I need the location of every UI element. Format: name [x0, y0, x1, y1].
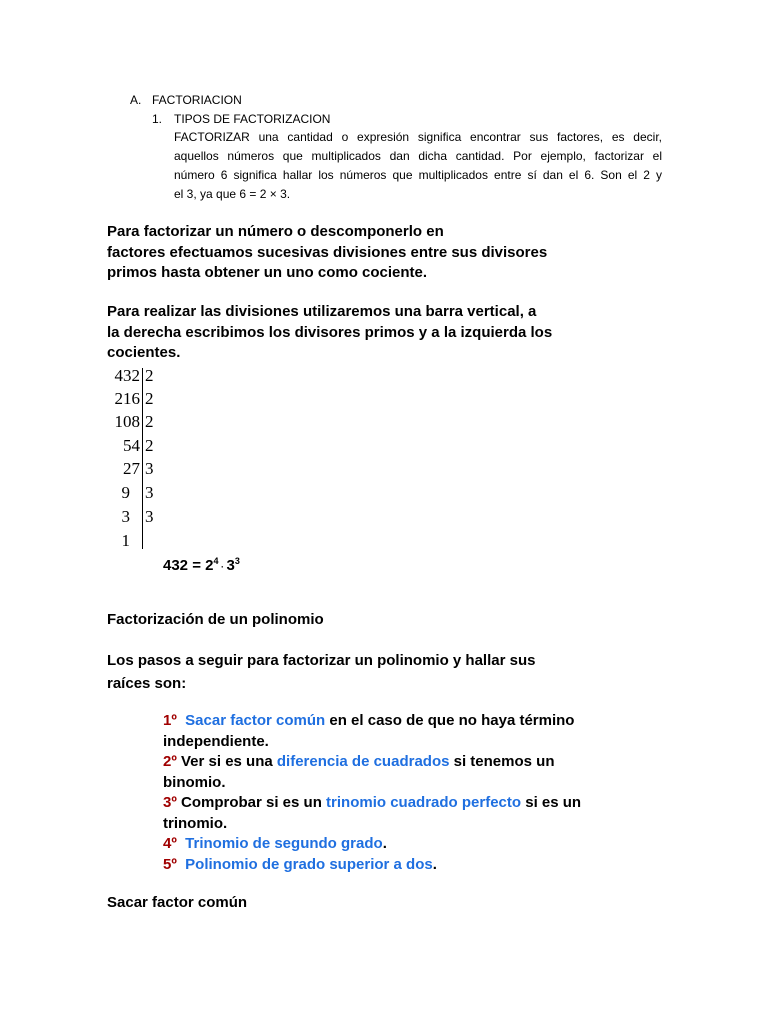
footer-heading: Sacar factor común — [107, 894, 248, 911]
division-bar — [142, 368, 143, 549]
intro-line: primos hasta obtener un uno como cociente. — [107, 264, 428, 281]
intro-line: la derecha escribimos los divisores primos y a la izquierda los — [107, 323, 553, 341]
divisor: 2 — [145, 436, 154, 455]
divisor: 2 — [145, 366, 154, 385]
definition-paragraph — [174, 128, 662, 204]
step-text: . — [382, 835, 387, 852]
divisor: 2 — [145, 412, 154, 431]
quotient: 3 — [121, 507, 130, 526]
link-diferencia-de-cuadrados[interactable]: diferencia de cuadrados — [276, 753, 450, 770]
steps-intro-line: raíces son: — [107, 675, 187, 692]
quotient: 27 — [123, 459, 140, 478]
steps-intro-line: Los pasos a seguir para factorizar un polinomio y hallar sus — [107, 652, 536, 669]
step-1-continued: independiente. — [163, 732, 269, 750]
step-text: . — [432, 855, 437, 873]
quotient: 216 — [114, 389, 140, 408]
link-sacar-factor-comun[interactable]: Sacar factor común — [185, 712, 326, 729]
steps-list — [163, 711, 581, 875]
step-3-continued: trinomio. — [163, 814, 228, 832]
item-marker: 1. — [152, 112, 163, 126]
step-text: si tenemos un — [449, 753, 555, 770]
link-trinomio-de-segundo-grado[interactable]: Trinomio de segundo grado — [185, 835, 383, 852]
item-title: TIPOS DE FACTORIZACION — [174, 112, 331, 126]
step-number: 3º — [163, 794, 177, 811]
link-trinomio-cuadrado-perfecto[interactable]: trinomio cuadrado perfecto — [326, 794, 522, 811]
link-polinomio-de-grado-superior[interactable]: Polinomio de grado superior a dos — [185, 855, 433, 873]
result-dot: · — [218, 562, 227, 572]
intro-line: Para factorizar un número o descomponerlo en — [107, 223, 444, 240]
polynomial-heading: Factorización de un polinomio — [107, 611, 324, 628]
section-title: FACTORIACION — [152, 93, 242, 107]
definition-line: FACTORIZAR una cantidad o expresión significa encontrar sus factores, es decir, — [174, 130, 662, 144]
intro-line: Para realizar las divisiones utilizaremos una barra vertical, a — [107, 303, 537, 320]
result-exponent: 3 — [234, 556, 240, 566]
step-number: 4º — [163, 835, 177, 852]
section-marker: A. — [130, 93, 142, 107]
quotient: 432 — [114, 366, 140, 385]
step-number: 2º — [163, 753, 177, 770]
intro-line: factores efectuamos sucesivas divisiones entre sus divisores — [107, 243, 548, 261]
step-text: si es un — [521, 794, 582, 811]
step-number: 1º — [163, 712, 177, 729]
quotient: 1 — [121, 531, 130, 550]
quotient: 54 — [123, 436, 140, 455]
factorization-result — [163, 551, 240, 578]
result-base: 3 — [226, 557, 235, 574]
step-1 — [163, 711, 581, 732]
step-text: en el caso de que no haya término — [325, 712, 575, 729]
divisor: 3 — [145, 507, 154, 526]
definition-line: el 3, ya que 6 = 2 × 3. — [174, 187, 291, 201]
step-text: Ver si es una — [176, 753, 277, 770]
step-2 — [163, 752, 581, 773]
divisor: 2 — [145, 389, 154, 408]
quotient: 9 — [121, 483, 130, 502]
divisor: 3 — [145, 459, 154, 478]
step-text: Comprobar si es un — [176, 794, 327, 811]
intro-line: cocientes. — [107, 344, 181, 361]
step-4 — [163, 834, 581, 855]
steps-intro — [107, 649, 535, 695]
step-3 — [163, 793, 581, 814]
definition-line: aquellos números que multiplicados dan dicha cantidad. Por ejemplo, factorizar el — [174, 149, 662, 163]
result-exponent: 4 — [213, 556, 219, 566]
definition-line: número 6 significa hallar los números que multiplicados entre sí dan el 6. Son el 2 y — [174, 168, 662, 182]
step-number: 5º — [163, 855, 177, 873]
quotient: 108 — [114, 412, 140, 431]
intro-paragraph-1 — [107, 222, 547, 284]
result-prefix: 432 = 2 — [163, 557, 214, 574]
divisor: 3 — [145, 483, 154, 502]
intro-paragraph-2 — [107, 302, 552, 364]
step-5 — [163, 855, 581, 876]
step-2-continued: binomio. — [163, 773, 226, 791]
